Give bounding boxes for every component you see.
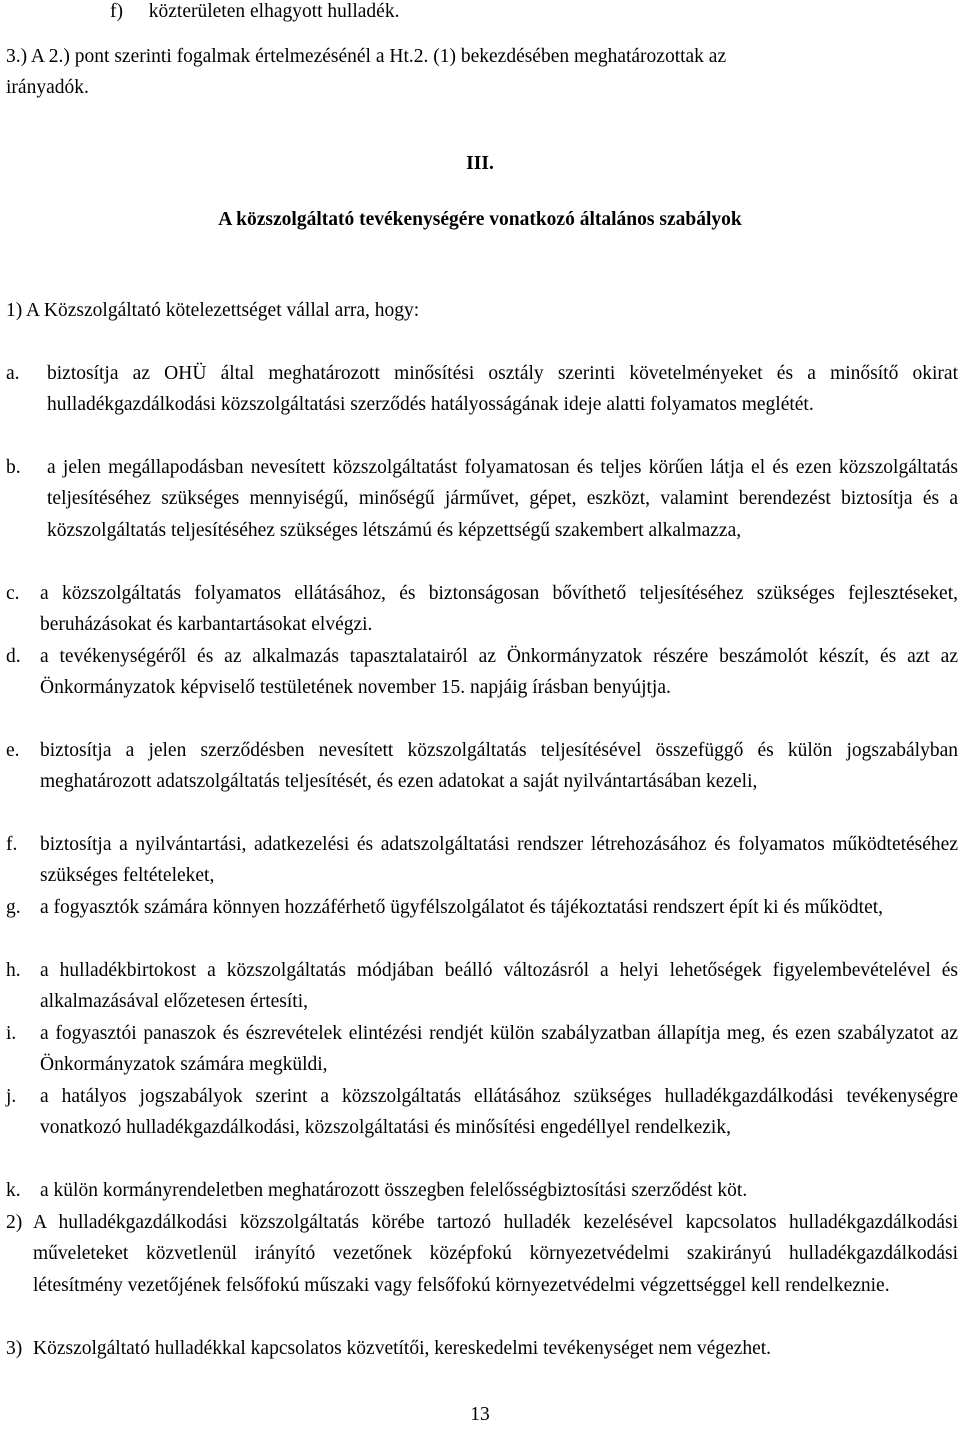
list-item-marker: i.	[6, 1023, 17, 1044]
page-number: 13	[470, 1404, 490, 1425]
list-item-text: a külön kormányrendeletben meghatározott összegben felelősségbiztosítási szerződést köt.	[40, 1180, 748, 1201]
paragraph-2-marker: 2)	[6, 1212, 23, 1233]
list-item-marker: h.	[6, 960, 21, 981]
list-item-marker: a.	[6, 363, 20, 384]
paragraph-3-line2: irányadók.	[6, 77, 89, 98]
list-item-marker: f.	[6, 834, 18, 855]
paragraph-1-intro: 1) A Közszolgáltató kötelezettséget vállal arra, hogy:	[6, 300, 420, 321]
paragraph-3-line1: 3.) A 2.) pont szerinti fogalmak értelmezésénél a Ht.2. (1) bekezdésében meghatározottak az	[6, 46, 727, 67]
list-item-marker: b.	[6, 457, 21, 478]
list-item-marker: e.	[6, 740, 20, 761]
section-number: III.	[466, 153, 494, 174]
paragraph-3b-marker: 3)	[6, 1338, 23, 1359]
list-item-marker: d.	[6, 646, 21, 667]
prev-list-item	[110, 0, 399, 27]
list-item-text: a jelen megállapodásban nevesített közszolgáltatást folyamatosan és teljes körűen látja el és ezen közszolgáltatás teljesítéséhez szükséges mennyiségű, minőségű járművet, gépet, eszközt, valamint berendezést biztosítja és a közszolgáltatás teljesítéséhez szükséges létszámú és képzettségű szakembert alkalmazza,	[47, 457, 958, 541]
list-item-text: biztosítja az OHÜ által meghatározott minősítési osztály szerinti követelményeket és a minősítő okirat hulladékgazdálkodási közszolgáltatási szerződés hatályosságának ideje alatti folyamatos meglétét.	[47, 363, 958, 416]
list-item-marker: j.	[6, 1086, 17, 1107]
list-item-text: a hatályos jogszabályok szerint a közszolgáltatás ellátásához szükséges hulladékgazdálkodási tevékenységre vonatkozó hulladékgazdálkodási, közszolgáltatási és minősítési engedéllyel rendelkezik,	[40, 1086, 958, 1139]
paragraph-3b-text: Közszolgáltató hulladékkal kapcsolatos közvetítői, kereskedelmi tevékenységet nem végezhet.	[33, 1338, 772, 1359]
list-item-marker: k.	[6, 1180, 21, 1201]
list-item-text: a hulladékbirtokost a közszolgáltatás módjában beálló változásról a helyi lehetőségek figyelembevételével és alkalmazásával előzetesen értesíti,	[40, 960, 958, 1013]
section-title: A közszolgáltató tevékenységére vonatkozó általános szabályok	[218, 209, 742, 230]
paragraph-2-text: A hulladékgazdálkodási közszolgáltatás körébe tartozó hulladék kezelésével kapcsolatos hulladékgazdálkodási műveleteket közvetlenül irányító vezetőnek középfokú környezetvédelmi szakirányú hulladékgazdálkodási létesítmény vezetőjének felsőfokú műszaki vagy felsőfokú környezetvédelmi végzettséggel kell rendelkeznie.	[33, 1212, 958, 1296]
list-item-text: a közszolgáltatás folyamatos ellátásához, és biztonságosan bővíthető teljesítéséhez szükséges fejlesztéseket, beruházásokat és karbantartásokat elvégzi.	[40, 583, 958, 636]
list-item-text: biztosítja a jelen szerződésben nevesített közszolgáltatás teljesítésével összefüggő és külön jogszabályban meghatározott adatszolgáltatás teljesítését, és ezen adatokat a saját nyilvántartásában kezeli,	[40, 740, 958, 793]
list-item-text: a fogyasztói panaszok és észrevételek elintézési rendjét külön szabályzatban állapítja meg, és ezen szabályzatot az Önkormányzatok számára megküldi,	[40, 1023, 958, 1076]
list-item-text: a fogyasztók számára könnyen hozzáférhető ügyfélszolgálatot és tájékoztatási rendszert épít ki és működtet,	[40, 897, 884, 918]
list-item-text: a tevékenységéről és az alkalmazás tapasztalatairól az Önkormányzatok részére beszámolót készít, és azt az Önkormányzatok képviselő testületének november 15. napjáig írásban benyújtja.	[40, 646, 958, 699]
list-item-marker: c.	[6, 583, 20, 604]
prev-item-marker: f)	[110, 1, 123, 22]
list-item-text: biztosítja a nyilvántartási, adatkezelési és adatszolgáltatási rendszer létrehozásához és folyamatos működtetéséhez szükséges feltételeket,	[40, 834, 958, 887]
list-item-marker: g.	[6, 897, 21, 918]
prev-item-text: közterületen elhagyott hulladék.	[148, 1, 400, 22]
